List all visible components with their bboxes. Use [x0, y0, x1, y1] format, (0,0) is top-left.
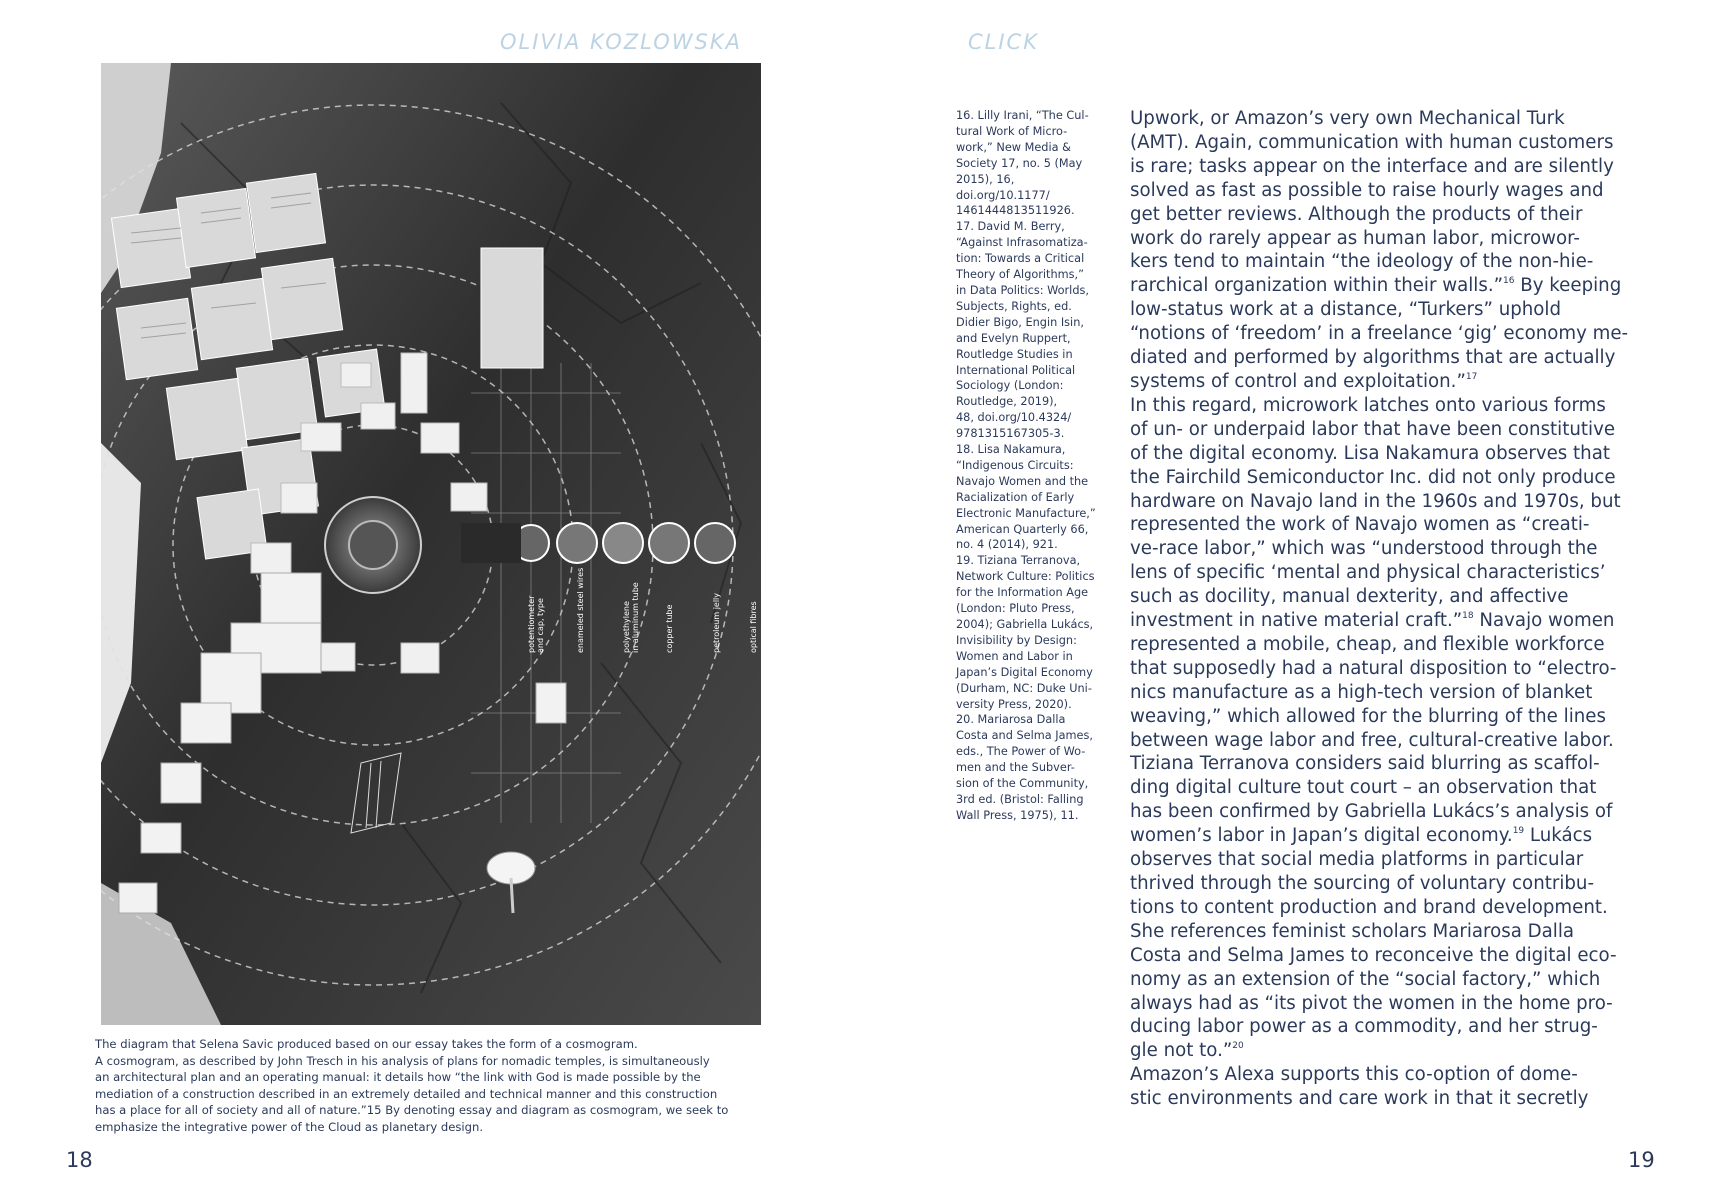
body-line-text: the Fairchild Semiconductor Inc. did not only produce: [1130, 466, 1616, 488]
body-line-text: of the digital economy. Lisa Nakamura observes that: [1130, 442, 1610, 464]
footnote-line: Routledge Studies in: [956, 347, 1073, 361]
body-line: [1130, 394, 1640, 418]
body-line: [1130, 131, 1640, 155]
body-line-text: systems of control and exploitation.”: [1130, 370, 1466, 392]
body-line: [1130, 466, 1640, 490]
footnote-line: (Durham, NC: Duke Uni-: [956, 681, 1092, 695]
footnote-line: 19. Tiziana Terranova,: [956, 554, 1081, 568]
body-line-text: “notions of ‘freedom’ in a freelance ‘gig’ economy me-: [1130, 323, 1629, 345]
body-line-text: Costa and Selma James to reconceive the digital eco-: [1130, 944, 1617, 966]
body-line-text: women’s labor in Japan’s digital economy.: [1130, 825, 1513, 847]
body-line: [1130, 944, 1640, 968]
footnote-line: Japan’s Digital Economy: [956, 665, 1093, 679]
footnote-ref: 18: [1462, 611, 1474, 622]
body-line: [1130, 824, 1640, 848]
footnote-line: Network Culture: Politics: [956, 570, 1095, 584]
body-line: [1130, 1063, 1640, 1087]
body-line-text: gle not to.”: [1130, 1040, 1233, 1062]
footnote-line: Society 17, no. 5 (May: [956, 156, 1083, 170]
body-line-text: ve-race labor,” which was “understood through the: [1130, 538, 1598, 560]
body-line: [1130, 609, 1640, 633]
cable-label-2: enameled steel wires: [576, 567, 585, 653]
cable-label-5: petroleum jelly: [712, 592, 721, 653]
cable-label-3: polyethylenein aluminum tube: [622, 582, 640, 653]
body-line-text: always had as “its pivot the women in the home pro-: [1130, 992, 1613, 1014]
body-line: [1130, 250, 1640, 274]
body-line: [1130, 920, 1640, 944]
body-line-text: Navajo women: [1473, 610, 1615, 632]
body-line-text: work do rarely appear as human labor, microwor-: [1130, 227, 1580, 249]
cosmogram-image: [101, 63, 761, 1025]
body-line-text: represented a mobile, cheap, and flexible workforce: [1130, 633, 1605, 655]
footnotes: [956, 108, 1108, 824]
body-line-text: between wage labor and free, cultural-creative labor.: [1130, 729, 1614, 751]
body-line: [1130, 155, 1640, 179]
body-line-text: hardware on Navajo land in the 1960s and 1970s, but: [1130, 490, 1621, 512]
body-line: [1130, 513, 1640, 537]
body-line-text: thrived through the sourcing of voluntary contribu-: [1130, 873, 1595, 894]
body-line-text: stic environments and care work in that it secretly: [1130, 1088, 1589, 1110]
body-line-text: Upwork, or Amazon’s very own Mechanical Turk: [1130, 108, 1565, 129]
page-number-right: 19: [1628, 1148, 1655, 1172]
footnote-line: 9781315167305-3.: [956, 427, 1065, 441]
body-line-text: investment in native material craft.”: [1130, 610, 1463, 632]
footnote-line: Navajo Women and the: [956, 474, 1089, 488]
body-line-text: low-status work at a distance, “Turkers” uphold: [1130, 299, 1562, 321]
cable-label-1: potentiometerand cap, type: [527, 595, 545, 653]
footnote-line: Invisibility by Design:: [956, 633, 1077, 647]
body-line-text: is rare; tasks appear on the interface and are silently: [1130, 155, 1614, 177]
footnote-line: Women and Labor in: [956, 649, 1073, 663]
footnote-line: 2015), 16, doi.org/10.1177/: [956, 172, 1050, 202]
body-line: [1130, 418, 1640, 442]
body-line: [1130, 322, 1640, 346]
body-line: [1130, 179, 1640, 203]
body-line-text: rarchical organization within their walls.”: [1130, 275, 1504, 297]
body-line-text: that supposedly had a natural disposition to “electro-: [1130, 657, 1617, 679]
body-line-text: solved as fast as possible to raise hourly wages and: [1130, 179, 1604, 201]
body-line-text: represented the work of Navajo women as “creati-: [1130, 514, 1590, 536]
body-line: [1130, 490, 1640, 514]
cable-label-4: copper tube: [665, 604, 674, 653]
footnote-line: (London: Pluto Press,: [956, 602, 1075, 616]
body-line: [1130, 227, 1640, 251]
footnote-line: “Indigenous Circuits:: [956, 458, 1074, 472]
body-line-text: lens of specific ‘mental and physical characteristics’: [1130, 562, 1606, 584]
body-line: [1130, 848, 1640, 872]
body-line: [1130, 1015, 1640, 1039]
page-number-left: 18: [66, 1148, 93, 1172]
footnote-line: American Quarterly 66,: [956, 522, 1089, 536]
body-line: [1130, 442, 1640, 466]
footnote-line: Electronic Manufacture,”: [956, 506, 1096, 520]
footnote-line: work,” New Media &: [956, 140, 1071, 154]
footnote-line: and Evelyn Ruppert,: [956, 331, 1071, 345]
body-line: [1130, 107, 1640, 131]
footnote-line: 17. David M. Berry,: [956, 220, 1065, 234]
body-line: [1130, 1039, 1640, 1063]
footnote-line: 18. Lisa Nakamura,: [956, 443, 1066, 457]
body-line-text: Lukács: [1524, 825, 1593, 847]
body-line-text: get better reviews. Although the products of their: [1130, 203, 1583, 225]
footnote-line: in Data Politics: Worlds,: [956, 283, 1089, 297]
footnote-line: 2004); Gabriella Lukács,: [956, 618, 1094, 631]
footnote-line: 16. Lilly Irani, “The Cul-: [956, 109, 1089, 122]
footnote-line: sion of the Community,: [956, 777, 1089, 791]
footnote-ref: 17: [1465, 371, 1478, 382]
footnote-line: Subjects, Rights, ed.: [956, 299, 1072, 313]
footnote-line: versity Press, 2020).: [956, 697, 1072, 711]
cosmogram-figure: [101, 63, 761, 1025]
footnote-line: tural Work of Micro-: [956, 124, 1068, 138]
body-line-text: ding digital culture tout court – an observation that: [1130, 777, 1597, 799]
caption-line: has a place for all of society and all of nature.”15 By denoting essay and diagram as cosmogram, we seek to: [95, 1103, 729, 1118]
body-line: [1130, 657, 1640, 681]
body-line-text: In this regard, microwork latches onto various forms: [1130, 394, 1606, 416]
body-line-text: such as docility, manual dexterity, and affective: [1130, 586, 1569, 608]
footnote-ref: 16: [1503, 276, 1515, 287]
caption-line: The diagram that Selena Savic produced based on our essay takes the form of a cosmogram.: [95, 1037, 638, 1051]
body-line: [1130, 705, 1640, 729]
body-line: [1130, 585, 1640, 609]
footnote-line: Racialization of Early: [956, 490, 1075, 504]
footnote-line: Didier Bigo, Engin Isin,: [956, 315, 1084, 329]
footnote-line: 20. Mariarosa Dalla: [956, 713, 1066, 727]
running-head-title: CLICK: [968, 30, 1039, 54]
body-line-text: She references feminist scholars Mariarosa Dalla: [1130, 920, 1575, 942]
footnote-ref: 20: [1232, 1041, 1244, 1052]
body-line-text: of un- or underpaid labor that have been constitutive: [1130, 418, 1616, 440]
body-line-text: observes that social media platforms in particular: [1130, 849, 1584, 871]
body-line-text: kers tend to maintain “the ideology of the non-hie-: [1130, 251, 1594, 273]
body-line-text: ducing labor power as a commodity, and her strug-: [1130, 1016, 1598, 1038]
body-line: [1130, 561, 1640, 585]
body-text: [1130, 107, 1640, 1111]
footnote-line: 48, doi.org/10.4324/: [956, 411, 1072, 425]
body-line: [1130, 776, 1640, 800]
body-line: [1130, 800, 1640, 824]
body-line: [1130, 537, 1640, 561]
footnote-line: for the Information Age: [956, 586, 1089, 600]
body-line: [1130, 274, 1640, 298]
body-line-text: diated and performed by algorithms that are actually: [1130, 347, 1616, 369]
body-line-text: By keeping: [1514, 275, 1622, 297]
footnote-line: Wall Press, 1975), 11.: [956, 808, 1079, 822]
body-line: [1130, 370, 1640, 394]
footnote-line: Sociology (London:: [956, 379, 1064, 393]
footnote-line: 1461444813511926.: [956, 204, 1075, 218]
body-line-text: has been confirmed by Gabriella Lukács’s analysis of: [1130, 801, 1613, 823]
body-line: [1130, 203, 1640, 227]
body-line: [1130, 992, 1640, 1016]
body-line: [1130, 298, 1640, 322]
cable-label-6: optical fibres: [749, 601, 758, 653]
footnote-line: “Against Infrasomatiza-: [956, 236, 1088, 250]
body-line-text: Tiziana Terranova considers said blurring as scaffol-: [1130, 753, 1600, 775]
footnote-line: Theory of Algorithms,”: [956, 268, 1084, 282]
footnote-ref: 19: [1512, 826, 1525, 837]
footnote-line: tion: Towards a Critical: [956, 252, 1085, 266]
body-line-text: nomy as an extension of the “social factory,” which: [1130, 968, 1601, 990]
running-head-author: OLIVIA KOZLOWSKA: [500, 30, 742, 54]
footnote-line: 3rd ed. (Bristol: Falling: [956, 792, 1084, 806]
body-line: [1130, 896, 1640, 920]
footnote-line: men and the Subver-: [956, 761, 1075, 775]
figure-caption: [95, 1036, 765, 1136]
body-line: [1130, 346, 1640, 370]
body-line-text: nics manufacture as a high-tech version of blanket: [1130, 681, 1593, 703]
footnote-line: International Political: [956, 363, 1076, 377]
caption-line: mediation of a construction described in an extremely detailed and technical manner and this construction: [95, 1086, 718, 1101]
body-line: [1130, 1087, 1640, 1111]
body-line: [1130, 752, 1640, 776]
footnote-line: Routledge, 2019),: [956, 395, 1058, 409]
footnote-line: Costa and Selma James,: [956, 729, 1093, 743]
body-line-text: Amazon’s Alexa supports this co-option of dome-: [1130, 1064, 1578, 1086]
body-line: [1130, 681, 1640, 705]
footnote-line: no. 4 (2014), 921.: [956, 538, 1058, 552]
body-line: [1130, 968, 1640, 992]
body-line-text: weaving,” which allowed for the blurring of the lines: [1130, 705, 1606, 727]
footnote-line: eds., The Power of Wo-: [956, 745, 1086, 759]
caption-line: A cosmogram, as described by John Tresch in his analysis of plans for nomadic temples, is simultaneously: [95, 1053, 710, 1068]
body-line-text: tions to content production and brand development.: [1130, 896, 1608, 918]
body-line: [1130, 872, 1640, 896]
caption-line: emphasize the integrative power of the Cloud as planetary design.: [95, 1119, 484, 1134]
body-line: [1130, 633, 1640, 657]
caption-line: an architectural plan and an operating manual: it details how “the link with God is made possible by the: [95, 1070, 701, 1085]
body-line-text: (AMT). Again, communication with human customers: [1130, 131, 1614, 153]
body-line: [1130, 729, 1640, 753]
